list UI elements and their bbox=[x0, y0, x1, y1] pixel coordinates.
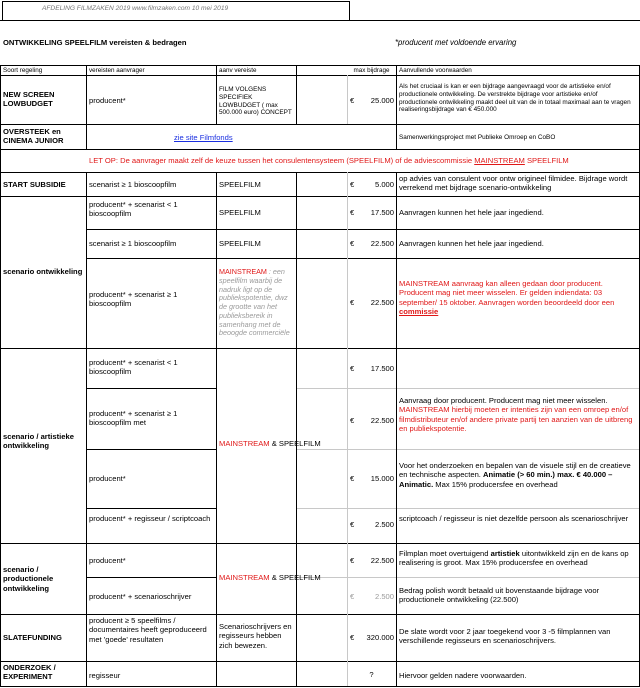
cell-req: producent ≥ 5 speelfilms / documentaires heeft geproduceerd met 'goede' resultaten bbox=[89, 616, 207, 644]
cell-req: scenarist ≥ 1 bioscoopfilm bbox=[89, 239, 177, 248]
cell-amount: 22.500 bbox=[370, 298, 394, 307]
cell-req: producent* + regisseur / scriptcoach bbox=[89, 514, 211, 523]
col-header-bijdrage: max bijdrage bbox=[353, 67, 390, 74]
cell-amount: 2.500 bbox=[374, 520, 394, 529]
document-title: ONTWIKKELING SPEELFILM vereisten & bedragen bbox=[3, 38, 187, 47]
cell-aanv: MAINSTREAM & SPEELFILM bbox=[219, 573, 321, 582]
row-label-slatefunding: SLATEFUNDING bbox=[3, 633, 62, 642]
cell-amount: 17.500 bbox=[370, 208, 394, 217]
cell-aanv: SPEELFILM bbox=[219, 208, 261, 217]
cell-req: producent* bbox=[89, 96, 126, 105]
filmfonds-link[interactable]: zie site Filmfonds bbox=[174, 133, 233, 142]
let-op-notice: LET OP: De aanvrager maakt zelf de keuze tussen het consulentensysteem (SPEELFILM) of de adviescommissie MAINSTREAM SPEELFILM bbox=[89, 156, 569, 165]
cell-cond: Aanvragen kunnen het hele jaar ingediend. bbox=[399, 208, 544, 217]
row-label-oversteek: OVERSTEEK en CINEMA JUNIOR bbox=[3, 127, 64, 146]
cell-aanv: SPEELFILM bbox=[219, 239, 261, 248]
mainstream-definition: MAINSTREAM : een speelfilm waarbij de nadruk ligt op de publiekspotentie, dwz de grootte van het publieksbereik in samenhang met de beoogde commerciële bbox=[219, 267, 290, 338]
cell-amount: ? bbox=[369, 670, 374, 679]
row-label-start-subsidie: START SUBSIDIE bbox=[3, 180, 66, 189]
cell-aanv: MAINSTREAM & SPEELFILM bbox=[219, 439, 321, 448]
cell-amount: 22.500 bbox=[370, 556, 394, 565]
document-note: *producent met voldoende ervaring bbox=[395, 38, 517, 47]
col-header-vereisten: vereisten aanvrager bbox=[89, 67, 145, 74]
currency-symbol: € bbox=[350, 474, 355, 483]
cell-amount: 22.500 bbox=[370, 239, 394, 248]
currency-symbol: € bbox=[350, 520, 355, 529]
cell-cond: Als het cruciaal is kan er een bijdrage aangevraagd voor de artistieke en/of productionele ontwikkeling. De verstrekte bijdrage voor artistieke en/of productionele ontwikkeling maakt deel uit van de in totaal maximaal aan te vragen realiseringsbijdrage van € 450.000 bbox=[399, 83, 631, 114]
cell-aanv: FILM VOLGENS SPECIFIEK LOWBUDGET ( max 500.000 euro) CONCEPT bbox=[219, 86, 292, 117]
currency-symbol: € bbox=[350, 180, 355, 189]
currency-symbol: € bbox=[350, 239, 355, 248]
cell-cond: Filmplan moet overtuigend artistiek uitontwikkeld zijn en de kans op realisering is groot. Max 15% producersfee en overhead bbox=[399, 549, 629, 568]
cell-cond: scriptcoach / regisseur is niet dezelfde persoon als scenarioschrijver bbox=[399, 514, 629, 523]
cell-amount: 25.000 bbox=[370, 96, 394, 105]
cell-cond: De slate wordt voor 2 jaar toegekend voor 3 -5 filmplannen van verschillende regisseurs en scenarioschrijvers. bbox=[399, 627, 611, 646]
cell-req: producent* bbox=[89, 474, 126, 483]
cell-aanv: SPEELFILM bbox=[219, 180, 261, 189]
row-label-productionele: scenario / productionele ontwikkeling bbox=[3, 565, 54, 593]
cell-req: producent* + scenarist < 1 bioscoopfilm bbox=[89, 358, 178, 377]
currency-symbol: € bbox=[350, 633, 355, 642]
cell-cond: Voor het onderzoeken en bepalen van de visuele stijl en de creatieve en technische aspecten. Animatie (> 60 min.) max. € 40.000 – Animatic. Max 15% producersfee en overhead bbox=[399, 461, 631, 489]
currency-symbol: € bbox=[350, 208, 355, 217]
cell-req: scenarist ≥ 1 bioscoopfilm bbox=[89, 180, 177, 189]
cell-cond: Samenwerkingsproject met Publieke Omroep en CoBO bbox=[399, 134, 556, 141]
cell-cond: Hiervoor gelden nadere voorwaarden. bbox=[399, 671, 527, 680]
cell-amount: 17.500 bbox=[370, 364, 394, 373]
header-rule bbox=[0, 20, 640, 21]
cell-aanv: Scenarioschrijvers en regisseurs hebben zich bewezen. bbox=[219, 622, 292, 650]
currency-symbol: € bbox=[350, 298, 355, 307]
cell-amount: 5.000 bbox=[374, 180, 394, 189]
currency-symbol: € bbox=[350, 96, 355, 105]
currency-symbol: € bbox=[350, 592, 355, 601]
cell-req: producent* + scenarist ≥ 1 bioscoopfilm bbox=[89, 290, 178, 309]
cell-cond: Aanvraag door producent. Producent mag niet meer wisselen. MAINSTREAM hierbij moeten er intenties zijn van een omroep en/of filmdistributeur en/of andere private partij ten aanzien van de uitbreng en publiekspotentie. bbox=[399, 396, 633, 433]
cell-amount: 22.500 bbox=[370, 416, 394, 425]
currency-symbol: € bbox=[350, 416, 355, 425]
cell-amount: 2.500 bbox=[374, 592, 394, 601]
row-label-artistieke: scenario / artistieke ontwikkeling bbox=[3, 432, 74, 451]
currency-symbol: € bbox=[350, 556, 355, 565]
cell-req: producent* + scenarist < 1 bioscoopfilm bbox=[89, 200, 178, 219]
col-header-regeling: Soort regeling bbox=[3, 67, 43, 74]
col-header-voorwaarden: Aanvullende voorwaarden bbox=[399, 67, 472, 74]
row-label-onderzoek: ONDERZOEK / EXPERIMENT bbox=[3, 663, 56, 682]
cell-req: producent* + scenarioschrijver bbox=[89, 592, 192, 601]
row-label-new-screen: NEW SCREEN LOWBUDGET bbox=[3, 90, 55, 109]
row-label-scenario-ontwikkeling: scenario ontwikkeling bbox=[3, 267, 83, 276]
cell-cond: Aanvragen kunnen het hele jaar ingediend. bbox=[399, 239, 544, 248]
currency-symbol: € bbox=[350, 364, 355, 373]
cell-req: regisseur bbox=[89, 671, 121, 680]
cell-cond: Bedrag polish wordt betaald uit bovenstaande bijdrage voor productionele ontwikkeling (22.500) bbox=[399, 586, 600, 605]
cell-cond: op advies van consulent voor ontw origineel filmidee. Bijdrage wordt verrekend met bijdrage scenario-ontwikkeling bbox=[399, 174, 628, 193]
cell-req: producent* bbox=[89, 556, 126, 565]
cell-cond: MAINSTREAM aanvraag kan alleen gedaan door producent. Producent mag niet meer wisselen. Er gelden indiendata: 03 september/ 15 oktober. Aanvragen worden beoordeeld door een commissie bbox=[399, 279, 615, 316]
col-header-aanv: aanv vereiste bbox=[219, 67, 257, 74]
cell-amount: 15.000 bbox=[370, 474, 394, 483]
cell-amount: 320.000 bbox=[366, 633, 394, 642]
header-text: AFDELING FILMZAKEN 2019 www.filmzaken.com 10 mei 2019 bbox=[42, 5, 229, 12]
cell-req: producent* + scenarist ≥ 1 bioscoopfilm met bbox=[89, 409, 178, 428]
